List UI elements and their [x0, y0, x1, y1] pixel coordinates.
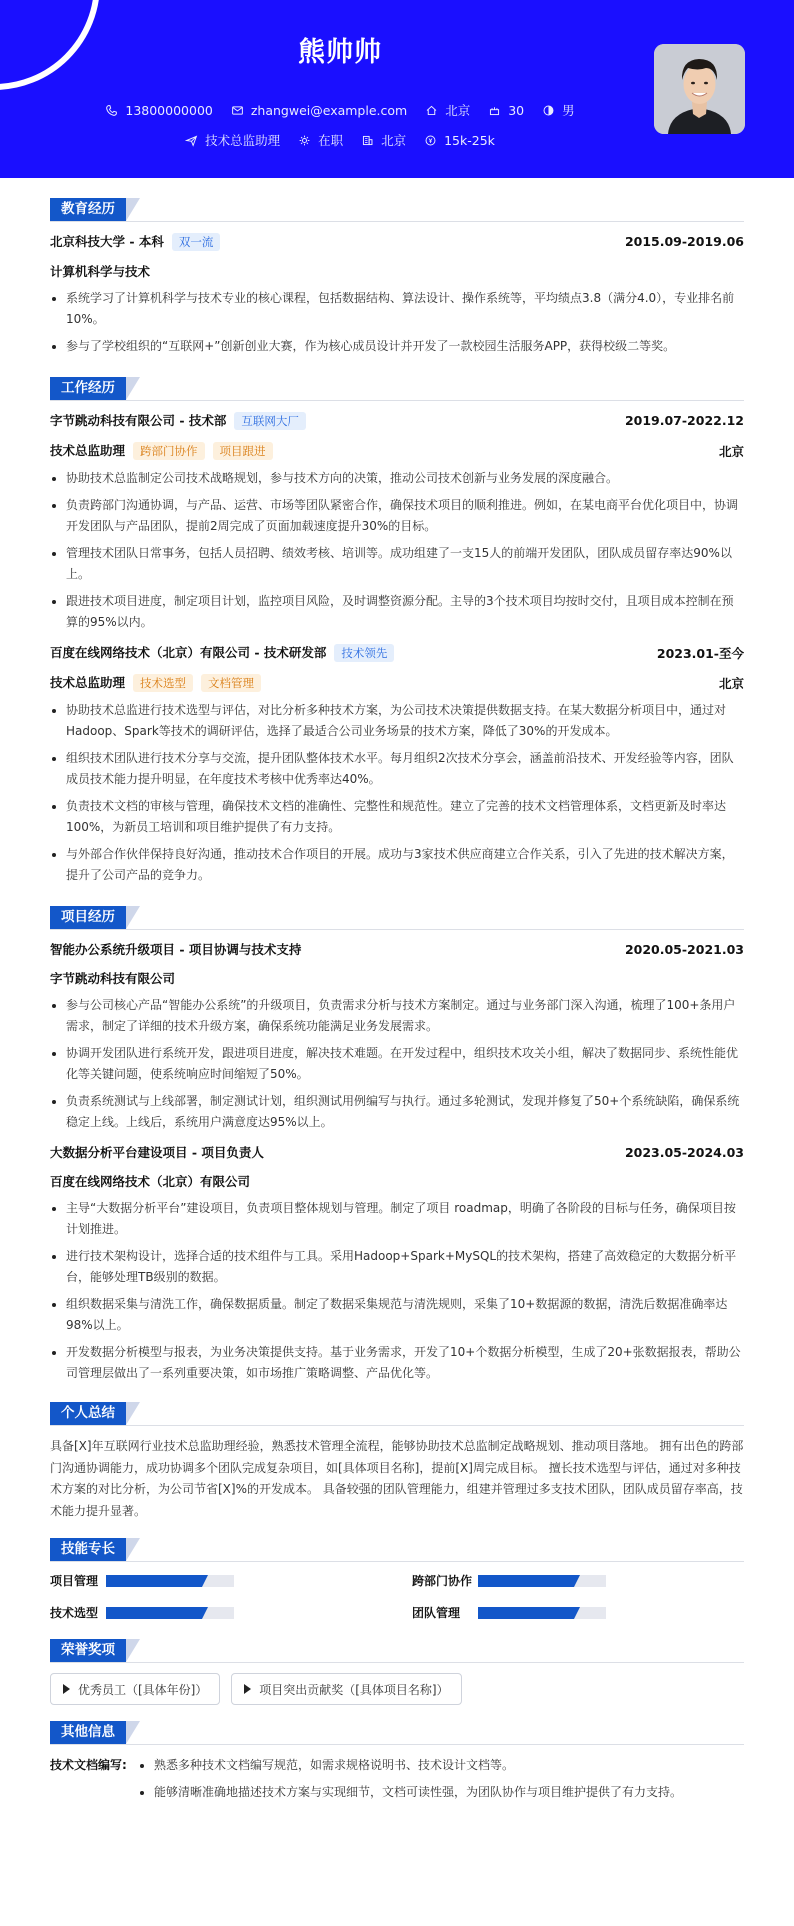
project-date: 2023.05-2024.03	[624, 1144, 744, 1160]
other-info-bullets	[138, 1755, 744, 1809]
section-divider	[50, 221, 744, 222]
section-divider	[50, 400, 744, 401]
avatar-portrait	[654, 44, 745, 134]
resume-header	[0, 0, 794, 178]
education-date: 2015.09-2019.06	[624, 234, 744, 249]
summary-section	[50, 1402, 744, 1522]
section-divider	[50, 1561, 744, 1562]
skill-bar-fill	[478, 1575, 574, 1587]
job-role: 技术总监助理	[50, 675, 126, 690]
skill-label: 项目管理	[50, 1574, 99, 1588]
role-tag: 项目跟进	[213, 442, 273, 460]
skill-label: 技术选型	[50, 1606, 99, 1620]
location-text: 北京	[445, 103, 471, 118]
job-city: 北京	[718, 443, 744, 459]
section-title	[50, 1538, 744, 1562]
award-item[interactable]	[231, 1673, 461, 1705]
list-item: 主导“大数据分析平台”建设项目，负责项目整体规划与管理。制定了项目 roadmap，明确了各阶段的目标与任务，确保项目按计划推进。	[50, 1198, 744, 1240]
project-bullets	[50, 995, 744, 1133]
section-title-label: 荣誉奖项	[50, 1639, 126, 1662]
list-item: 与外部合作伙伴保持良好沟通，推动技术合作项目的开展。成功与3家技术供应商建立合作关系，引入了先进的技术解决方案，提升了公司产品的竞争力。	[50, 844, 744, 886]
role-tag: 文档管理	[201, 674, 261, 692]
skill-item	[50, 1572, 382, 1589]
projects-section	[50, 906, 744, 1384]
skills-grid	[50, 1572, 744, 1621]
job-city: 北京	[718, 675, 744, 691]
phone-icon	[105, 104, 118, 117]
list-item: 负责系统测试与上线部署，制定测试计划，组织测试用例编写与执行。通过多轮测试，发现并修复了50+个系统缺陷，确保系统稳定上线。上线后，系统用户满意度达95%以上。	[50, 1091, 744, 1133]
job-entry	[50, 411, 744, 633]
email-text: zhangwei@example.com	[250, 102, 408, 118]
skill-item	[50, 1604, 382, 1621]
job-role: 技术总监助理	[50, 443, 126, 458]
list-item: 管理技术团队日常事务，包括人员招聘、绩效考核、培训等。成功组建了一支15人的前端开发团队，团队成员留存率达90%以上。	[50, 543, 744, 585]
work-section	[50, 377, 744, 886]
list-item: 协助技术总监进行技术选型与评估，对比分析多种技术方案，为公司技术决策提供数据支持。在某大数据分析项目中，通过对Hadoop、Spark等技术的调研评估，选择了最适合公司业务场景的技术方案，降低了30%的开发成本。	[50, 700, 744, 742]
skill-bar-fill	[106, 1575, 202, 1587]
section-title	[50, 198, 744, 222]
list-item: 协助技术总监制定公司技术战略规划，参与技术方向的决策，推动公司技术创新与业务发展的深度融合。	[50, 468, 744, 489]
list-item: 负责技术文档的审核与管理，确保技术文档的准确性、完整性和规范性。建立了完善的技术文档管理体系，文档更新及时率达100%，为新员工培训和项目维护提供了有力支持。	[50, 796, 744, 838]
project-header	[50, 940, 744, 958]
section-title-label: 工作经历	[50, 377, 126, 400]
job-header	[50, 643, 744, 662]
list-item: 参与了学校组织的“互联网+”创新创业大赛，作为核心成员设计并开发了一款校园生活服务APP，获得校级二等奖。	[50, 336, 744, 357]
location-item	[425, 101, 470, 119]
role-tag: 技术选型	[133, 674, 193, 692]
list-item: 负责跨部门沟通协调，与产品、运营、市场等团队紧密合作，确保技术项目的顺利推进。例如，在某电商平台优化项目中，协调开发团队与产品团队，提前2周完成了页面加载速度提升30%的目标。	[50, 495, 744, 537]
other-info-row	[50, 1755, 744, 1809]
project-name: 大数据分析平台建设项目 - 项目负责人	[50, 1145, 264, 1160]
age-icon	[488, 104, 501, 117]
job-date: 2019.07-2022.12	[624, 413, 744, 428]
skill-bar	[478, 1575, 606, 1587]
awards-section	[50, 1639, 744, 1705]
age-text: 30	[508, 102, 525, 118]
job-date: 2023.01-至今	[656, 645, 744, 661]
list-item: 能够清晰准确地描述技术方案与实现细节，文档可读性强，为团队协作与项目维护提供了有力支持。	[138, 1782, 744, 1803]
list-item: 组织数据采集与清洗工作，确保数据质量。制定了数据采集规范与清洗规则，采集了10+数据源的数据，清洗后数据准确率达98%以上。	[50, 1294, 744, 1336]
email-item	[231, 103, 407, 118]
other-info-key: 技术文档编写:	[50, 1758, 127, 1772]
target-city-text: 北京	[381, 133, 407, 148]
email-icon	[231, 104, 244, 117]
project-company: 百度在线网络技术（北京）有限公司	[50, 1174, 251, 1189]
project-header	[50, 1143, 744, 1161]
section-title	[50, 1402, 744, 1426]
education-bullets	[50, 288, 744, 357]
role-tag: 跨部门协作	[133, 442, 205, 460]
skill-item	[412, 1572, 744, 1589]
project-entry	[50, 1143, 744, 1384]
target-city-item	[361, 131, 406, 149]
other-section	[50, 1721, 744, 1809]
section-title-label: 个人总结	[50, 1402, 126, 1425]
section-divider	[50, 929, 744, 930]
project-name: 智能办公系统升级项目 - 项目协调与技术支持	[50, 942, 302, 957]
job-header	[50, 411, 744, 430]
education-header	[50, 232, 744, 251]
project-date: 2020.05-2021.03	[624, 941, 744, 957]
company-name: 字节跳动科技有限公司 - 技术部	[50, 413, 227, 428]
skill-bar-fill	[478, 1607, 574, 1619]
salary-text: 15k-25k	[444, 132, 495, 148]
list-item: 跟进技术项目进度，制定项目计划，监控项目风险，及时调整资源分配。主导的3个技术项目均按时交付，且项目成本控制在预算的95%以内。	[50, 591, 744, 633]
skill-bar	[106, 1575, 234, 1587]
list-item: 参与公司核心产品“智能办公系统”的升级项目，负责需求分析与技术方案制定。通过与业务部门深入沟通，梳理了100+条用户需求，制定了详细的技术升级方案，确保系统功能满足业务发展需求。	[50, 995, 744, 1037]
candidate-name: 熊帅帅	[298, 37, 382, 68]
list-item: 进行技术架构设计，选择合适的技术组件与工具。采用Hadoop+Spark+MySQL的技术架构，搭建了高效稳定的大数据分析平台，能够处理TB级别的数据。	[50, 1246, 744, 1288]
list-item: 熟悉多种技术文档编写规范，如需求规格说明书、技术设计文档等。	[138, 1755, 744, 1776]
gender-item	[542, 101, 575, 119]
section-title-label: 项目经历	[50, 906, 126, 929]
job-bullets	[50, 468, 744, 633]
school-name: 北京科技大学 - 本科	[50, 234, 164, 249]
job-entry	[50, 643, 744, 886]
list-item: 协调开发团队进行系统开发，跟进项目进度，解决技术难题。在开发过程中，组织技术攻关小组，解决了数据同步、系统性能优化等关键问题，使系统响应时间缩短了50%。	[50, 1043, 744, 1085]
resume-content	[50, 198, 744, 1809]
section-title-label: 教育经历	[50, 198, 126, 221]
section-title-label: 其他信息	[50, 1721, 126, 1744]
building-icon	[361, 134, 374, 147]
award-item[interactable]	[50, 1673, 220, 1705]
gender-icon	[542, 104, 555, 117]
section-divider	[50, 1744, 744, 1745]
company-tag: 互联网大厂	[234, 412, 306, 430]
phone-item	[105, 103, 212, 118]
section-divider	[50, 1425, 744, 1426]
list-item: 系统学习了计算机科学与技术专业的核心课程，包括数据结构、算法设计、操作系统等，平均绩点3.8（满分4.0），专业排名前10%。	[50, 288, 744, 330]
skill-label: 团队管理	[412, 1606, 461, 1620]
status-item	[298, 131, 343, 149]
section-divider	[50, 1662, 744, 1663]
avatar	[654, 44, 745, 134]
awards-list	[50, 1673, 744, 1705]
caret-right-icon	[244, 1684, 251, 1694]
target-position-text: 技术总监助理	[205, 133, 281, 148]
award-label: 优秀员工（[具体年份]）	[78, 1682, 208, 1697]
school-tag: 双一流	[172, 233, 221, 251]
salary-item	[424, 133, 495, 148]
skill-label: 跨部门协作	[412, 1574, 473, 1588]
gender-text: 男	[562, 103, 575, 118]
skill-bar	[478, 1607, 606, 1619]
salary-icon	[424, 134, 437, 147]
project-company: 字节跳动科技有限公司	[50, 971, 176, 986]
education-section	[50, 198, 744, 357]
list-item: 组织技术团队进行技术分享与交流，提升团队整体技术水平。每月组织2次技术分享会，涵盖前沿技术、开发经验等内容，团队成员技术能力提升明显，在年度技术考核中优秀率达40%。	[50, 748, 744, 790]
skills-section	[50, 1538, 744, 1621]
status-text: 在职	[318, 133, 344, 148]
company-name: 百度在线网络技术（北京）有限公司 - 技术研发部	[50, 645, 327, 660]
phone-text: 13800000000	[125, 102, 213, 118]
age-item	[488, 103, 524, 118]
list-item: 开发数据分析模型与报表，为业务决策提供支持。基于业务需求，开发了10+个数据分析模型，生成了20+张数据报表，帮助公司管理层做出了一系列重要决策，如市场推广策略调整、产品优化等。	[50, 1342, 744, 1384]
job-role-row	[50, 673, 744, 692]
home-icon	[425, 104, 438, 117]
skill-bar-fill	[106, 1607, 202, 1619]
caret-right-icon	[63, 1684, 70, 1694]
section-title	[50, 906, 744, 930]
company-tag: 技术领先	[334, 644, 394, 662]
summary-text: 具备[X]年互联网行业技术总监助理经验，熟悉技术管理全流程，能够协助技术总监制定战略规划、推动项目落地。 拥有出色的跨部门沟通协调能力，成功协调多个团队完成复杂项目，如[具体项目名称]，提前[X]周完成目标。 擅长技术选型与评估，通过对多种技术方案的对比分析，为公司节省[X]%的开发成本。 具备较强的团队管理能力，组建并管理过多支技术团队，团队成员留存率高，技术能力提升显著。	[50, 1439, 744, 1518]
project-bullets	[50, 1198, 744, 1384]
status-icon	[298, 134, 311, 147]
award-label: 项目突出贡献奖（[具体项目名称]）	[259, 1682, 449, 1697]
send-icon	[185, 134, 198, 147]
skill-bar	[106, 1607, 234, 1619]
section-title	[50, 1639, 744, 1663]
job-info-row	[0, 131, 680, 150]
skill-item	[412, 1604, 744, 1621]
section-title-label: 技能专长	[50, 1538, 126, 1561]
target-position-item	[185, 131, 280, 149]
job-role-row	[50, 441, 744, 460]
section-title	[50, 1721, 744, 1745]
project-entry	[50, 940, 744, 1133]
section-title	[50, 377, 744, 401]
major: 计算机科学与技术	[50, 264, 151, 279]
job-bullets	[50, 700, 744, 886]
contact-info-row	[0, 101, 680, 120]
